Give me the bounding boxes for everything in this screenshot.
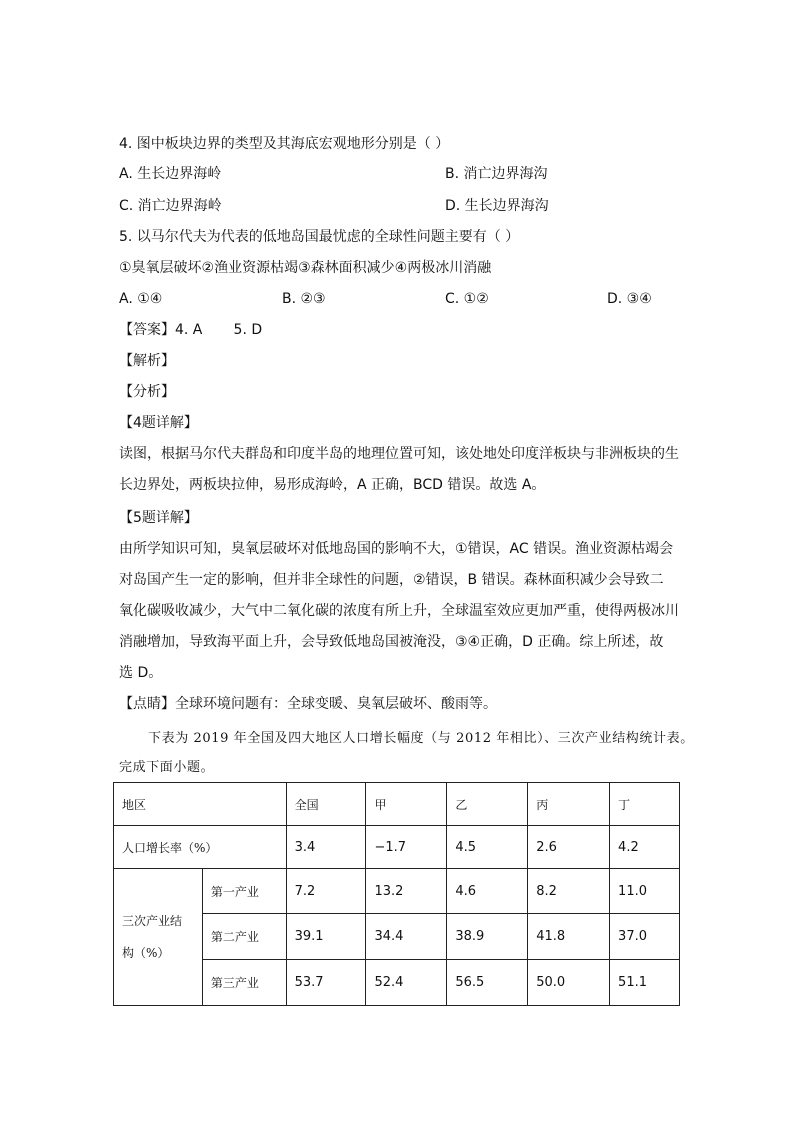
detail-4-line: 长边界处，两板块拉伸，易形成海岭，A 正确，BCD 错误。故选 A。 [119, 477, 546, 493]
table-cell: 41.8 [528, 914, 610, 960]
header-cell: 全国 [286, 783, 366, 826]
table-cell: 11.0 [610, 869, 680, 914]
table-intro-line-1: 下表为 2019 年全国及四大地区人口增长幅度（与 2012 年相比）、三次产业结构统计表。 [148, 731, 694, 746]
table-cell: 4.5 [447, 826, 528, 869]
table-cell: 50.0 [528, 960, 610, 1006]
detail-5-line: 对岛国产生一定的影响，但并非全球性的问题，②错误，B 错误。森林面积减少会导致二 [119, 572, 664, 588]
header-cell: 甲 [366, 783, 447, 826]
table-cell: −1.7 [366, 826, 447, 869]
table-cell: 4.6 [447, 869, 528, 914]
table-cell: 4.2 [610, 826, 680, 869]
detail-5-line: 氧化碳吸收减少，大气中二氧化碳的浓度有所上升，全球温室效应更加严重，使得两极冰川 [119, 603, 679, 619]
table-cell: 38.9 [447, 914, 528, 960]
table-cell: 39.1 [286, 914, 366, 960]
table-cell: 8.2 [528, 869, 610, 914]
detail-5-line: 由所学知识可知，臭氧层破坏对低地岛国的影响不大，①错误，AC 错误。渔业资源枯竭会 [119, 541, 674, 557]
table-cell: 34.4 [366, 914, 447, 960]
dianjing-text: 全球环境问题有：全球变暖、臭氧层破坏、酸雨等。 [175, 696, 497, 712]
table-row-primary [114, 869, 680, 914]
fenxi-tag: 【分析】 [119, 384, 175, 400]
table-cell: 2.6 [528, 826, 610, 869]
answer-text: 4. A 5. D [175, 322, 263, 338]
answer-tag: 【答案】 [119, 322, 175, 338]
table-cell: 52.4 [366, 960, 447, 1006]
detail-4-line: 读图，根据马尔代夫群岛和印度半岛的地理位置可知，该处地处印度洋板块与非洲板块的生 [119, 446, 679, 462]
detail-5-body [119, 534, 689, 689]
table-cell: 53.7 [286, 960, 366, 1006]
question-5-option-b: B. ②③ [282, 291, 326, 307]
detail-5-line: 消融增加，导致海平面上升，会导致低地岛国被淹没，③④正确，D 正确。综上所述，故 [119, 634, 664, 650]
detail-5-tag: 【5题详解】 [119, 510, 198, 526]
detail-4-tag: 【4题详解】 [119, 415, 198, 431]
table-cell: 37.0 [610, 914, 680, 960]
structure-label-line-2: 构（%） [122, 946, 170, 960]
dianjing-line [119, 694, 497, 714]
question-4-option-a: A. 生长边界海岭 [119, 166, 222, 182]
header-cell: 乙 [447, 783, 528, 826]
analysis-tag: 【解析】 [119, 353, 175, 369]
row-sublabel: 第三产业 [202, 960, 286, 1006]
row-sublabel: 第一产业 [202, 869, 286, 914]
structure-label-line-1: 三次产业结 [122, 914, 183, 928]
question-5-stem: 5. 以马尔代夫为代表的低地岛国最忧虑的全球性问题主要有（ ） [119, 229, 520, 245]
answer-line [119, 320, 262, 340]
table-cell: 3.4 [286, 826, 366, 869]
header-cell: 丙 [528, 783, 610, 826]
header-cell: 丁 [610, 783, 680, 826]
question-5-option-d: D. ③④ [607, 291, 652, 307]
question-4-option-b: B. 消亡边界海沟 [445, 166, 548, 182]
question-5-items: ①臭氧层破坏②渔业资源枯竭③森林面积减少④两极冰川消融 [119, 260, 492, 276]
detail-5-line: 选 D。 [119, 665, 163, 681]
table-cell: 51.1 [610, 960, 680, 1006]
question-5-option-c: C. ①② [445, 291, 489, 307]
table-cell: 7.2 [286, 869, 366, 914]
question-4-stem: 4. 图中板块边界的类型及其海底宏观地形分别是（ ） [119, 136, 450, 152]
table-cell: 56.5 [447, 960, 528, 1006]
detail-4-body [119, 439, 689, 501]
table-cell: 13.2 [366, 869, 447, 914]
statistics-table [113, 782, 680, 1006]
dianjing-tag: 【点睛】 [119, 696, 175, 712]
table-intro-line-2: 完成下面小题。 [119, 760, 215, 775]
row-label-structure [114, 869, 203, 1006]
header-cell-region: 地区 [114, 783, 287, 826]
row-label-population: 人口增长率（%） [114, 826, 287, 869]
question-4-option-c: C. 消亡边界海岭 [119, 198, 222, 214]
table-row-population [114, 826, 680, 869]
question-5-option-a: A. ①④ [119, 291, 163, 307]
row-sublabel: 第二产业 [202, 914, 286, 960]
table-header-row [114, 783, 680, 826]
question-4-option-d: D. 生长边界海沟 [445, 198, 549, 214]
